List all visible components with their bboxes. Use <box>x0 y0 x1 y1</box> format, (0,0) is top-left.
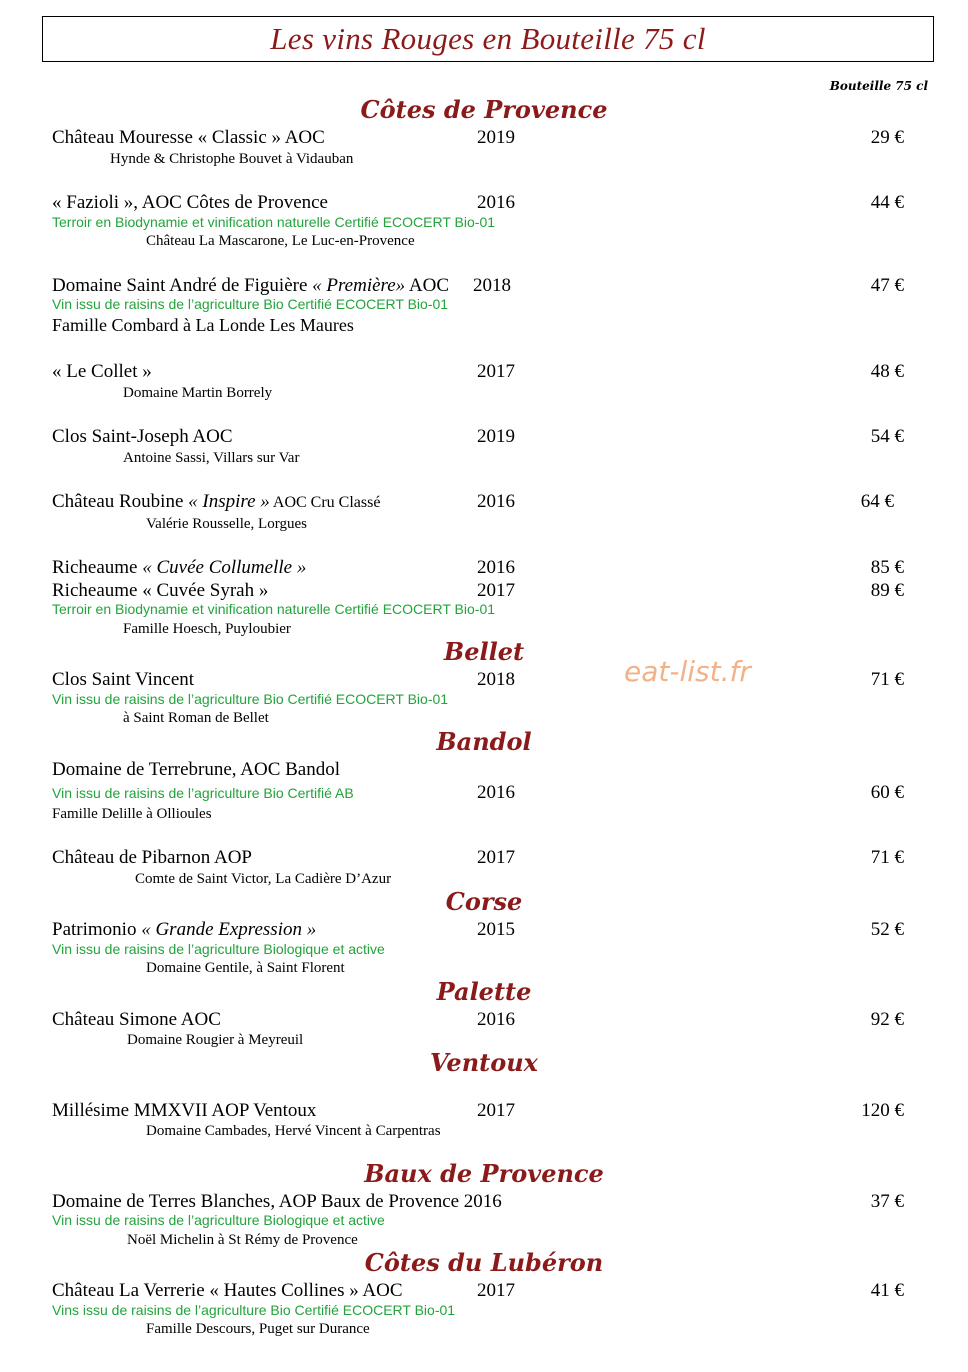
wine-row <box>0 847 968 869</box>
region-heading-corse: Corse <box>445 887 523 916</box>
wine-row <box>0 1100 968 1122</box>
wine-row <box>0 919 968 941</box>
wine-name: Château Simone AOC <box>52 1009 221 1030</box>
wine-producer: Domaine Rougier à Meyreuil <box>127 1032 304 1048</box>
wine-row <box>0 361 968 383</box>
wine-producer: à Saint Roman de Bellet <box>123 710 269 726</box>
wine-producer: Château La Mascarone, Le Luc-en-Provence <box>146 233 415 249</box>
wine-row <box>0 1280 968 1302</box>
wine-row <box>0 557 968 579</box>
wine-row <box>0 1191 968 1213</box>
wine-year: 2018 <box>477 669 515 690</box>
page-title: Les vins Rouges en Bouteille 75 cl <box>270 21 706 56</box>
wine-year: 2016 <box>477 192 515 213</box>
wine-producer: Antoine Sassi, Villars sur Var <box>123 450 300 466</box>
wine-price: 47 € <box>870 275 904 296</box>
title-box <box>42 16 934 62</box>
wine-name: Domaine de Terrebrune, AOC Bandol <box>52 759 340 780</box>
wine-producer: Domaine Cambades, Hervé Vincent à Carpentras <box>146 1123 441 1139</box>
wine-price: 71 € <box>870 847 904 868</box>
certification-note: Vins issu de raisins de l’agriculture Bio Certifié ECOCERT Bio-01 <box>52 1302 456 1318</box>
region-heading-cotes-de-provence: Côtes de Provence <box>360 95 608 124</box>
wine-row <box>0 759 968 781</box>
wine-row <box>0 275 968 297</box>
wine-producer: Domaine Martin Borrely <box>123 385 273 401</box>
wine-producer: Famille Delille à Ollioules <box>52 806 212 822</box>
certification-note: Terroir en Biodynamie et vinification naturelle Certifié ECOCERT Bio-01 <box>52 214 496 230</box>
wine-name: Clos Saint Vincent <box>52 669 195 690</box>
wine-row <box>0 580 968 602</box>
wine-producer: Hynde & Christophe Bouvet à Vidauban <box>110 151 354 167</box>
wine-name: Château de Pibarnon AOP <box>52 847 253 868</box>
wine-price: 41 € <box>870 1280 904 1301</box>
wine-producer: Famille Hoesch, Puyloubier <box>123 621 291 637</box>
wine-year: 2018 <box>473 275 511 296</box>
wine-producer: Comte de Saint Victor, La Cadière D’Azur <box>135 871 392 887</box>
wine-price: 60 € <box>870 782 904 803</box>
wine-year: 2017 <box>477 847 515 868</box>
wine-producer: Famille Combard à La Londe Les Maures <box>52 315 354 335</box>
wine-row <box>0 426 968 448</box>
wine-name: Patrimonio « Grande Expression » <box>52 919 317 940</box>
wine-year: 2017 <box>477 1100 515 1121</box>
wine-row <box>0 127 968 149</box>
wine-row <box>0 669 968 691</box>
wine-year: 2017 <box>477 361 515 382</box>
wine-year: 2019 <box>477 127 515 148</box>
wine-price: 85 € <box>870 557 904 578</box>
wine-producer: Noël Michelin à St Rémy de Provence <box>127 1232 358 1248</box>
wine-price: 89 € <box>870 580 904 601</box>
wine-producer: Domaine Gentile, à Saint Florent <box>146 960 345 976</box>
wine-name: « Le Collet » <box>52 361 152 382</box>
wine-price: 120 € <box>861 1100 904 1121</box>
certification-note: Vin issu de raisins de l’agriculture Biologique et active <box>52 941 385 957</box>
wine-price: 37 € <box>870 1191 904 1212</box>
wine-producer: Famille Descours, Puget sur Durance <box>146 1321 370 1337</box>
wine-producer: Valérie Rousselle, Lorgues <box>146 516 307 532</box>
region-heading-ventoux: Ventoux <box>430 1048 538 1077</box>
region-heading-palette: Palette <box>436 977 532 1006</box>
certification-note: Vin issu de raisins de l’agriculture Biologique et active <box>52 1212 385 1228</box>
wine-row <box>0 491 968 513</box>
region-heading-bellet: Bellet <box>443 637 525 666</box>
wine-year: 2016 <box>477 1009 515 1030</box>
wine-name: Richeaume « Cuvée Collumelle » <box>52 557 307 578</box>
wine-row <box>0 192 968 214</box>
wine-name: Château Roubine « Inspire » AOC Cru Classé <box>52 491 381 512</box>
wine-year: 2017 <box>477 1280 515 1301</box>
region-heading-baux-de-provence: Baux de Provence <box>364 1159 604 1188</box>
certification-note: Vin issu de raisins de l’agriculture Bio Certifié ECOCERT Bio-01 <box>52 296 449 312</box>
wine-name: Château La Verrerie « Hautes Collines » AOC <box>52 1280 403 1301</box>
wine-price: 71 € <box>870 669 904 690</box>
wine-name: Château Mouresse « Classic » AOC <box>52 127 325 148</box>
watermark: eat-list.fr <box>624 655 751 688</box>
wine-price: 64 € <box>860 491 894 512</box>
wine-year: 2019 <box>477 426 515 447</box>
wine-name: « Fazioli », AOC Côtes de Provence <box>52 192 328 213</box>
wine-row-values <box>0 782 968 804</box>
wine-name: Domaine de Terres Blanches, AOP Baux de Provence 2016 <box>52 1191 502 1212</box>
certification-note: Vin issu de raisins de l’agriculture Bio Certifié AB <box>52 785 354 801</box>
region-heading-bandol: Bandol <box>436 727 532 756</box>
certification-note: Terroir en Biodynamie et vinification naturelle Certifié ECOCERT Bio-01 <box>52 601 496 617</box>
wine-name: Domaine Saint André de Figuière « Première» AOC <box>52 275 450 296</box>
wine-price: 44 € <box>870 192 904 213</box>
wine-year: 2016 <box>477 491 515 512</box>
wine-year: 2016 <box>477 782 515 803</box>
wine-row <box>0 1009 968 1031</box>
wine-price: 29 € <box>870 127 904 148</box>
wine-name: Millésime MMXVII AOP Ventoux <box>52 1100 317 1121</box>
wine-price: 54 € <box>870 426 904 447</box>
wine-name: Richeaume « Cuvée Syrah » <box>52 580 269 601</box>
column-header: Bouteille 75 cl <box>829 79 928 93</box>
region-heading-cotes-du-luberon: Côtes du Lubéron <box>364 1248 604 1277</box>
wine-price: 52 € <box>870 919 904 940</box>
wine-year: 2017 <box>477 580 515 601</box>
wine-year: 2016 <box>477 557 515 578</box>
certification-note: Vin issu de raisins de l’agriculture Bio Certifié ECOCERT Bio-01 <box>52 691 449 707</box>
wine-price: 92 € <box>870 1009 904 1030</box>
wine-year: 2015 <box>477 919 515 940</box>
wine-price: 48 € <box>870 361 904 382</box>
wine-name: Clos Saint-Joseph AOC <box>52 426 233 447</box>
